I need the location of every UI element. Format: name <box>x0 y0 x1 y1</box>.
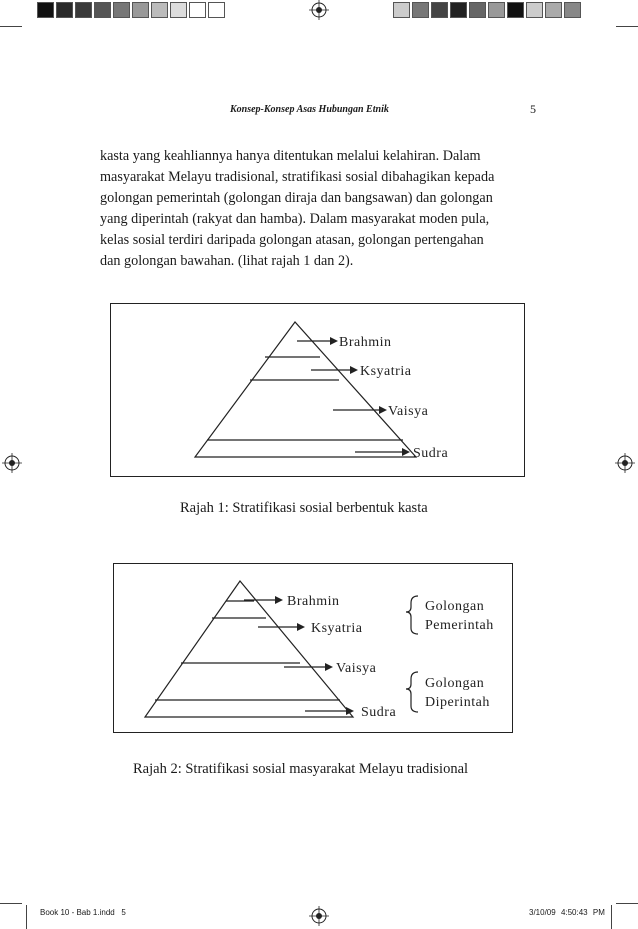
body-line: masyarakat Melayu tradisional, stratifikasi sosial dibahagikan kepada <box>100 169 495 185</box>
figure2-label-sudra: Sudra <box>361 705 397 720</box>
arrowhead-icon <box>275 596 283 604</box>
figure2-brace-top <box>406 596 418 634</box>
figure2-label-brahmin: Brahmin <box>287 594 340 609</box>
figure2-group-top-line2: Pemerintah <box>425 618 494 633</box>
figure1-label-brahmin: Brahmin <box>339 335 392 350</box>
footer-time: 4:50:43 PM <box>560 908 605 917</box>
running-title: Konsep-Konsep Asas Hubungan Etnik <box>230 104 389 115</box>
figure2-caption: Rajah 2: Stratifikasi sosial masyarakat Melayu tradisional <box>133 761 469 777</box>
figure2-group-bottom-line1: Golongan <box>425 676 485 691</box>
figure2-label-vaisya: Vaisya <box>336 661 377 676</box>
page-number: 5 <box>530 102 536 116</box>
body-line: kelas sosial terdiri daripada golongan atasan, golongan pertengahan <box>100 232 484 248</box>
figure2-brace-bottom <box>406 672 418 712</box>
body-line: kasta yang keahliannya hanya ditentukan melalui kelahiran. Dalam <box>100 148 481 164</box>
body-line: dan golongan bawahan. (lihat rajah 1 dan 2). <box>100 253 354 269</box>
figure1-label-ksyatria: Ksyatria <box>360 364 412 379</box>
footer-file-name: Book 10 - Bab 1.indd 5 <box>40 908 126 917</box>
footer-timestamp <box>529 908 605 917</box>
body-line: golongan pemerintah (golongan diraja dan bangsawan) dan golongan <box>100 190 493 206</box>
figure1-label-vaisya: Vaisya <box>388 404 429 419</box>
figure1-caption: Rajah 1: Stratifikasi sosial berbentuk kasta <box>180 500 428 516</box>
figure2-group-top-line1: Golongan <box>425 599 485 614</box>
arrowhead-icon <box>325 663 333 671</box>
body-line: yang diperintah (rakyat dan hamba). Dalam masyarakat moden pula, <box>100 211 490 227</box>
arrowhead-icon <box>297 623 305 631</box>
footer-date: 3/10/09 <box>529 908 556 917</box>
figure2-label-ksyatria: Ksyatria <box>311 621 363 636</box>
figure1-label-sudra: Sudra <box>413 446 449 461</box>
figure2-group-bottom-line2: Diperintah <box>425 695 490 710</box>
